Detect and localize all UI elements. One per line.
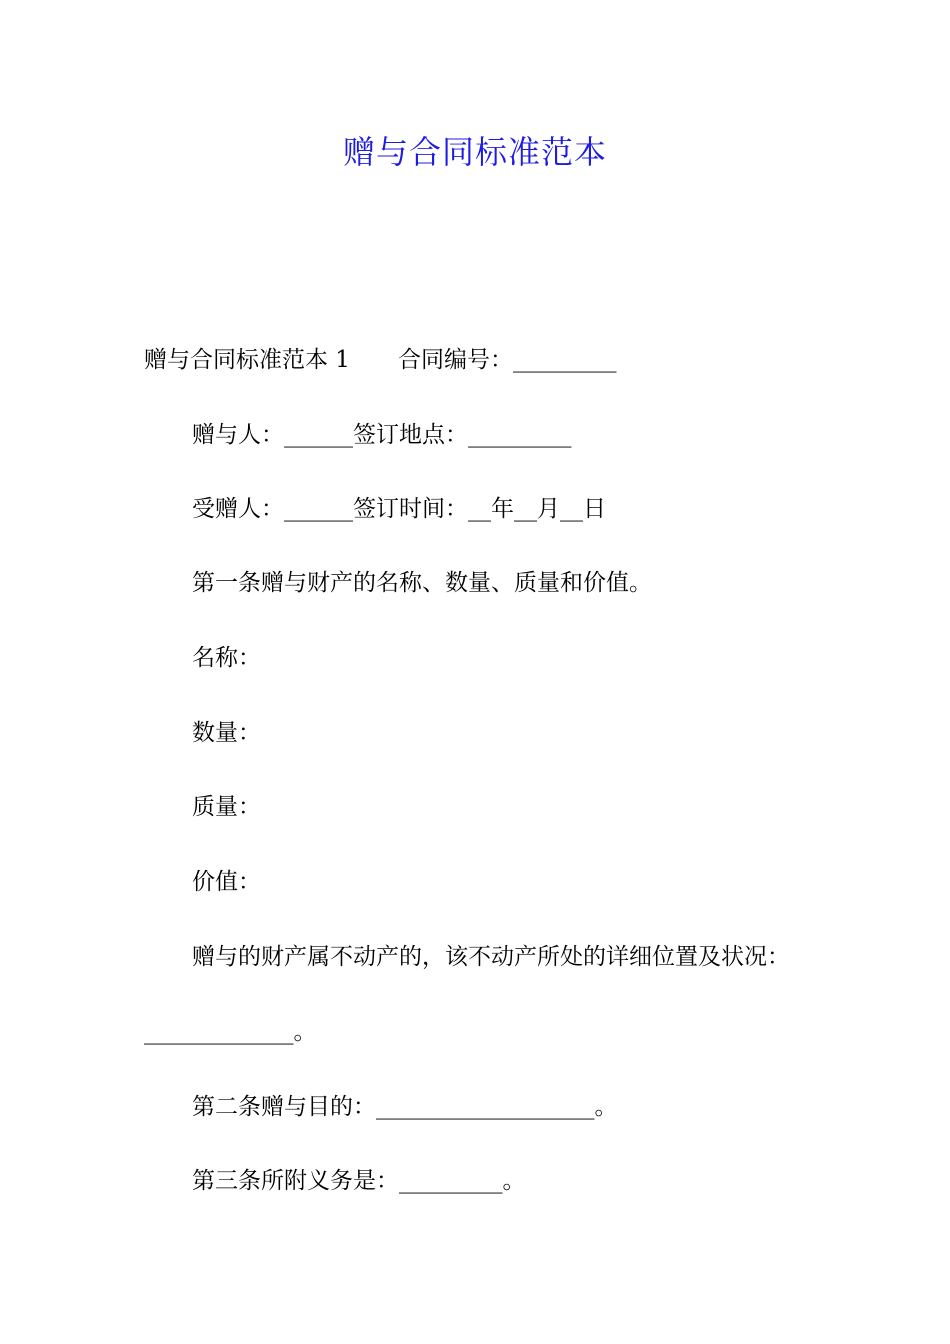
property-name-line: 名称： — [192, 645, 261, 671]
property-value-line: 价值： — [192, 869, 261, 895]
contract-number-field: 合同编号：_________ — [397, 347, 617, 373]
contract-template-label: 赠与合同标准范本 1 — [144, 347, 350, 373]
property-quality-line: 质量： — [192, 794, 261, 820]
article-2-purpose: 第二条赠与目的：___________________。 — [192, 1094, 618, 1120]
article-1-heading: 第一条赠与财产的名称、数量、质量和价值。 — [192, 570, 652, 596]
real-estate-blank: _____________。 — [144, 1019, 317, 1045]
article-3-obligation: 第三条所附义务是：_________。 — [192, 1168, 526, 1194]
real-estate-clause: 赠与的财产属不动产的，该不动产所处的详细位置及状况： — [192, 944, 790, 970]
property-quantity-line: 数量： — [192, 720, 261, 746]
contract-header-line — [144, 344, 616, 376]
document-title: 赠与合同标准范本 — [342, 133, 607, 171]
donor-line: 赠与人：______签订地点：_________ — [192, 422, 572, 448]
donee-line: 受赠人：______签订时间：__年__月__日 — [192, 496, 606, 522]
